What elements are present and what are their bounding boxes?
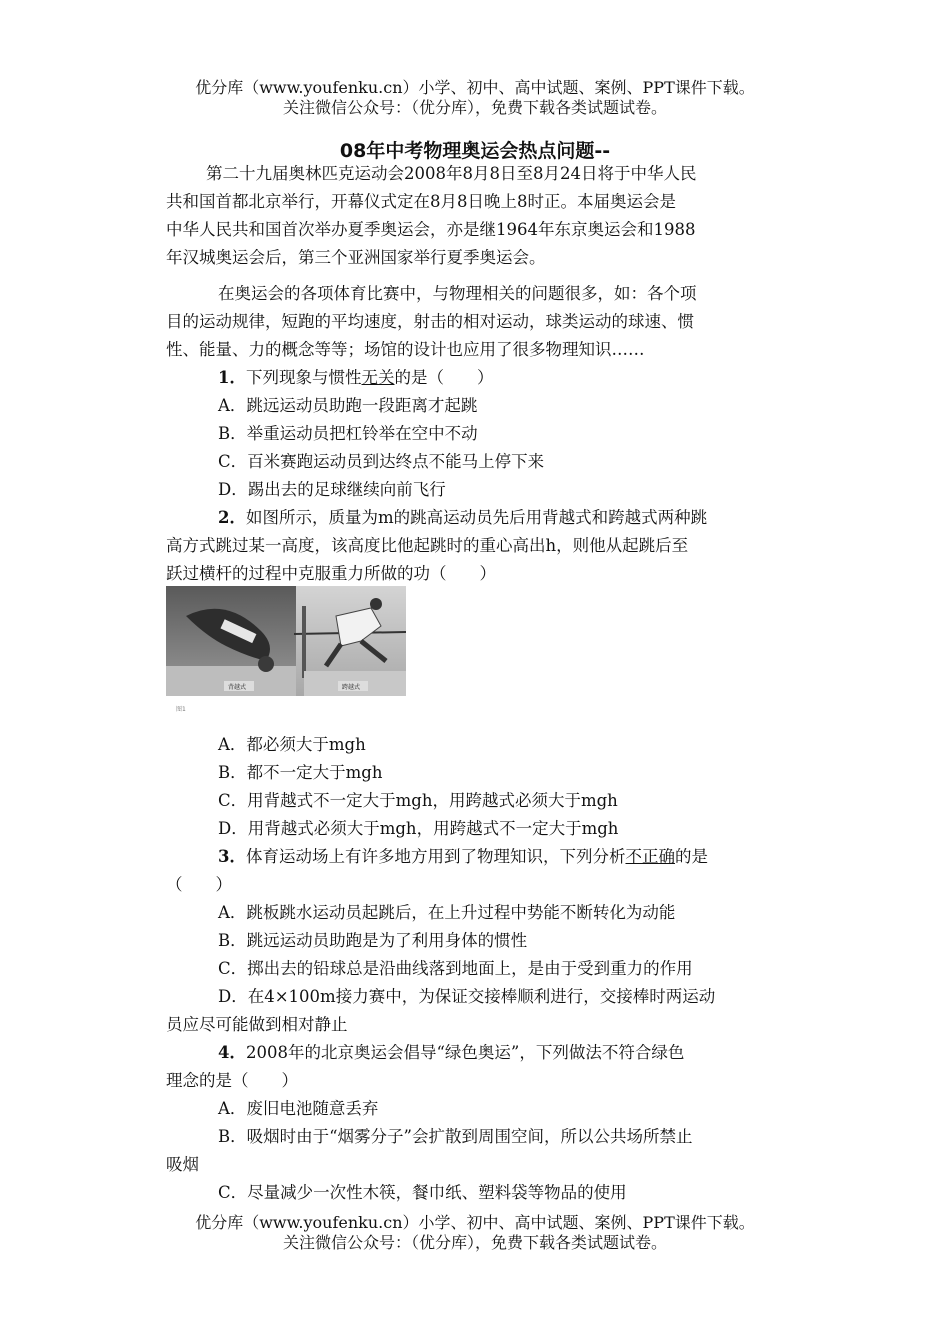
q4-option-c: C．尽量减少一次性木筷，餐巾纸、塑料袋等物品的使用 — [218, 1183, 627, 1202]
q1-option-c: C．百米赛跑运动员到达终点不能马上停下来 — [218, 452, 545, 471]
question-2-line-2: 高方式跳过某一高度，该高度比他起跳时的重心高出h，则他从起跳后至 — [166, 536, 689, 555]
intro-line-1: 第二十九届奥林匹克运动会2008年8月8日至8月24日将于中华人民 — [206, 164, 697, 183]
question-2-stem: 2．如图所示，质量为m的跳高运动员先后用背越式和跨越式两种跳 — [218, 508, 708, 527]
footer-line-2: 关注微信公众号：（优分库），免费下载各类试题试卷。 — [282, 1233, 667, 1252]
emphasis-underline: 无关 — [361, 368, 395, 387]
header-line-1: 优分库（www.youfenku.cn）小学、初中、高中试题、案例、PPT课件下载。 — [195, 78, 755, 97]
q2-option-d: D．用背越式必须大于mgh，用跨越式不一定大于mgh — [218, 819, 619, 838]
question-4-number: 4． — [218, 1043, 246, 1062]
q4-option-b: B．吸烟时由于“烟雾分子”会扩散到周围空间，所以公共场所禁止 — [218, 1127, 693, 1146]
high-jump-photo — [166, 586, 406, 696]
q1-option-a: A．跳远运动员助跑一段距离才起跳 — [218, 396, 478, 415]
footer-line-1: 优分库（www.youfenku.cn）小学、初中、高中试题、案例、PPT课件下载。 — [195, 1213, 755, 1232]
figure-caption: 图1 — [176, 706, 186, 713]
header-line-2: 关注微信公众号：（优分库），免费下载各类试题试卷。 — [282, 98, 667, 117]
question-2-number: 2． — [218, 508, 246, 527]
intro2-line-2: 目的运动规律，短跑的平均速度，射击的相对运动，球类运动的球速、惯 — [166, 312, 694, 331]
question-1-number: 1． — [218, 368, 246, 387]
q2-option-b: B．都不一定大于mgh — [218, 763, 383, 782]
intro-line-2: 共和国首都北京举行，开幕仪式定在8月8日晚上8时正。本届奥运会是 — [166, 192, 676, 211]
intro2-line-1: 在奥运会的各项体育比赛中，与物理相关的问题很多，如：各个项 — [218, 284, 697, 303]
intro-line-3: 中华人民共和国首次举办夏季奥运会，亦是继1964年东京奥运会和1988 — [166, 220, 696, 239]
q3-option-b: B．跳远运动员助跑是为了利用身体的惯性 — [218, 931, 528, 950]
question-4-stem: 4．2008年的北京奥运会倡导“绿色奥运”，下列做法不符合绿色 — [218, 1043, 685, 1062]
question-2-line-3: 跃过横杆的过程中克服重力所做的功（ ） — [166, 564, 496, 583]
q1-option-d: D．踢出去的足球继续向前飞行 — [218, 480, 446, 499]
photo-label-back: 背越式 — [228, 684, 247, 691]
q2-option-c: C．用背越式不一定大于mgh，用跨越式必须大于mgh — [218, 791, 618, 810]
q4-option-b-cont: 吸烟 — [166, 1155, 199, 1174]
question-3-stem: 3．体育运动场上有许多地方用到了物理知识，下列分析不正确的是 — [218, 847, 708, 866]
q3-option-a: A．跳板跳水运动员起跳后，在上升过程中势能不断转化为动能 — [218, 903, 676, 922]
question-3-number: 3． — [218, 847, 246, 866]
page-title: 08年中考物理奥运会热点问题-- — [339, 140, 611, 162]
intro-line-4: 年汉城奥运会后，第三个亚洲国家举行夏季奥运会。 — [166, 248, 546, 267]
q2-option-a: A．都必须大于mgh — [218, 735, 366, 754]
question-3-bracket: （ ） — [166, 875, 232, 894]
q3-option-d-cont: 员应尽可能做到相对静止 — [166, 1015, 348, 1034]
photo-label-straddle: 跨越式 — [342, 684, 361, 691]
emphasis-underline: 不正确 — [625, 847, 675, 866]
q3-option-c: C．掷出去的铅球总是沿曲线落到地面上，是由于受到重力的作用 — [218, 959, 693, 978]
q3-option-d: D．在4×100m接力赛中，为保证交接棒顺利进行，交接棒时两运动 — [218, 987, 716, 1006]
q1-option-b: B．举重运动员把杠铃举在空中不动 — [218, 424, 478, 443]
intro2-line-3: 性、能量、力的概念等等；场馆的设计也应用了很多物理知识…… — [166, 340, 645, 359]
question-4-line-2: 理念的是（ ） — [166, 1071, 298, 1090]
question-1-stem: 1．下列现象与惯性无关的是（ ） — [218, 368, 494, 387]
q4-option-a: A．废旧电池随意丢弃 — [218, 1099, 379, 1118]
